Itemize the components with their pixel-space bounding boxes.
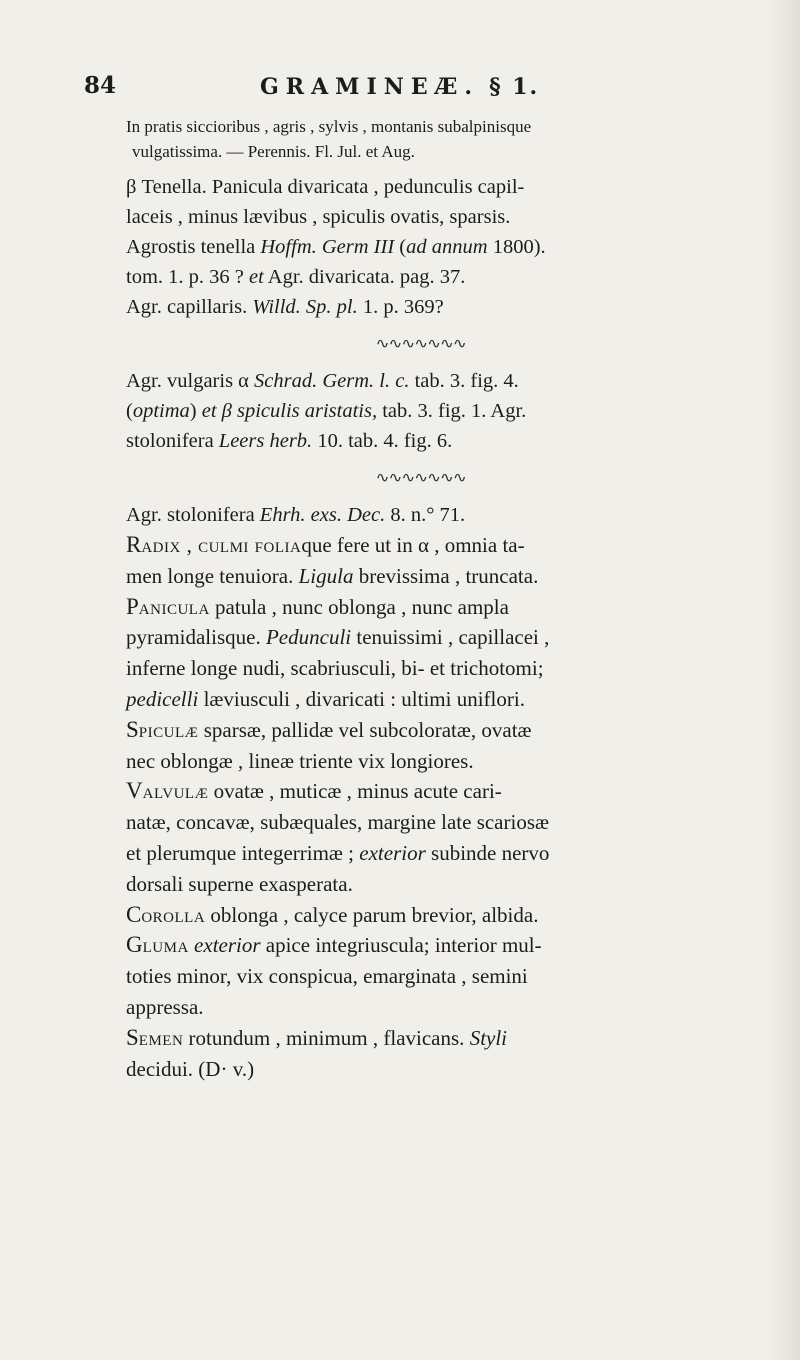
synonym-line-2: (optima) et β spiculis aristatis, tab. 3. fig. 1. Agr.: [126, 400, 527, 422]
gluma-line-2: toties minor, vix conspicua, emarginata , semini: [126, 964, 528, 989]
page-number: 84: [84, 72, 117, 99]
synonym-ehrh-line: Agr. stolonifera Ehrh. exs. Dec. 8. n.° 71.: [126, 504, 466, 526]
semen-line-2: decidui. (D· v.): [126, 1056, 255, 1081]
radix-line-2: men longe tenuiora. Ligula brevissima , truncata.: [126, 563, 539, 588]
valvulae-line-2: natæ, concavæ, subæquales, margine late scariosæ: [126, 810, 550, 835]
variety-beta: [126, 172, 716, 322]
page-header: [84, 72, 724, 112]
page-edge-shadow: [770, 0, 800, 1360]
panicula-line-4: pedicelli læviusculi , divaricati : ultimi uniflori.: [126, 686, 525, 711]
variety-beta-line-2: laceis , minus lævibus , spiculis ovatis, sparsis.: [126, 206, 511, 228]
synonyms-block-2: [126, 500, 716, 530]
panicula-line-1: Panicula patula , nunc oblonga , nunc ampla: [126, 593, 509, 619]
panicula-line-2: pyramidalisque. Pedunculi tenuissimi , capillacei ,: [126, 625, 550, 650]
synonyms-block-1: [126, 366, 716, 456]
ornament-divider-1: ∿∿∿∿∿∿∿: [375, 337, 467, 352]
semen-line-1: Semen rotundum , minimum , flavicans. Styli: [126, 1024, 508, 1050]
variety-beta-line-4: tom. 1. p. 36 ? et Agr. divaricata. pag. 37.: [126, 266, 466, 288]
spiculae-line-1: Spiculæ sparsæ, pallidæ vel subcoloratæ, ovatæ: [126, 716, 532, 742]
spiculae-line-2: nec oblongæ , lineæ triente vix longiores.: [126, 748, 474, 773]
synonym-line-3: stolonifera Leers herb. 10. tab. 4. fig. 6.: [126, 430, 453, 452]
section-number: § 1.: [489, 74, 540, 100]
corolla-line: Corolla oblonga , calyce parum brevior, albida.: [126, 901, 539, 927]
panicula-line-3: inferne longe nudi, scabriusculi, bi- et trichotomi;: [126, 656, 544, 681]
habitat-line-2: vulgatissima. — Perennis. Fl. Jul. et Aug.: [132, 142, 415, 161]
synonym-line-1: Agr. vulgaris α Schrad. Germ. l. c. tab. 3. fig. 4.: [126, 370, 519, 392]
running-head-title: GRAMINEÆ.: [260, 74, 480, 100]
radix-line-1: Radix , culmi foliaque fere ut in α , omnia ta-: [126, 532, 525, 557]
ornament-divider-2: ∿∿∿∿∿∿∿: [375, 471, 467, 486]
habitat-note: [126, 114, 716, 164]
valvulae-line-4: dorsali superne exasperata.: [126, 871, 353, 896]
habitat-line-1: In pratis siccioribus , agris , sylvis , montanis subalpinisque: [126, 117, 532, 136]
variety-beta-line-3: Agrostis tenella Hoffm. Germ III (ad annum 1800).: [126, 236, 546, 258]
running-head: [260, 74, 539, 100]
variety-beta-line-1: β Tenella. Panicula divaricata , pedunculis capil-: [126, 176, 525, 198]
valvulae-line-1: Valvulæ ovatæ , muticæ , minus acute cari-: [126, 778, 502, 804]
description: [126, 530, 716, 1084]
valvulae-line-3: et plerumque integerrimæ ; exterior subinde nervo: [126, 840, 550, 865]
variety-beta-line-5: Agr. capillaris. Willd. Sp. pl. 1. p. 369?: [126, 296, 444, 318]
gluma-line-3: appressa.: [126, 994, 204, 1019]
gluma-line-1: Gluma exterior apice integriuscula; interior mul-: [126, 932, 542, 958]
page-body: [126, 114, 716, 1084]
